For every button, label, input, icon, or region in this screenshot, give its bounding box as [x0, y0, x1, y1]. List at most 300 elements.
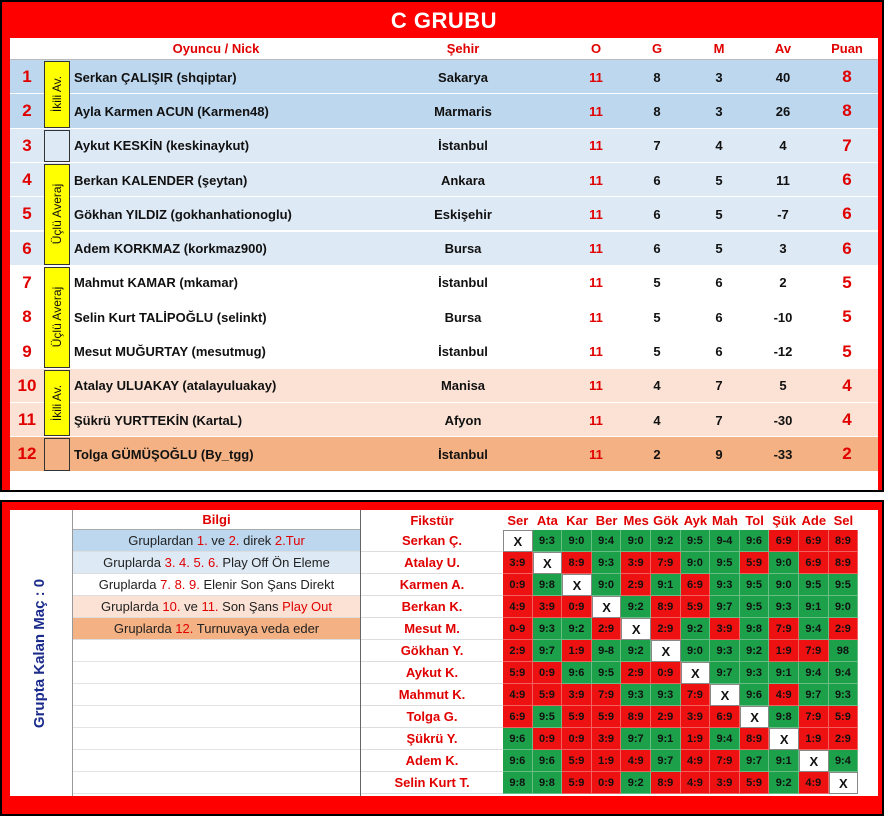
fixture-score-cell: 8:9 — [621, 706, 651, 728]
row-divider — [10, 471, 878, 472]
info-blank-row — [73, 728, 360, 750]
fixture-score-cell: 6:9 — [799, 552, 829, 574]
fixture-score-cell: 9:4 — [710, 728, 740, 750]
position-number: 10 — [17, 375, 37, 395]
fixture-score-cell: 9:2 — [621, 596, 651, 618]
fixture-score-cell: 0-9 — [503, 618, 533, 640]
fixture-score-cell: 9:1 — [799, 596, 829, 618]
played-count: 11 — [589, 138, 603, 154]
points-value: 4 — [842, 375, 852, 395]
tiebreak-label: İkili Av. — [50, 76, 65, 113]
fixture-score-cell: 5:9 — [740, 552, 770, 574]
won-count: 6 — [653, 206, 661, 222]
fixture-header: Fikstür — [410, 512, 454, 528]
fixture-score-cell: 9:0 — [769, 552, 799, 574]
won-count: 6 — [653, 241, 661, 257]
fixture-score-cell: 7:9 — [710, 750, 740, 772]
fixture-score-cell: 5:9 — [533, 684, 563, 706]
position-number: 11 — [18, 410, 36, 430]
info-blank-row — [73, 662, 360, 684]
fixture-score-cell: 9:3 — [533, 530, 563, 552]
fixture-self-cell: X — [533, 552, 563, 574]
fixture-score-cell: 9:7 — [651, 750, 681, 772]
fixture-score-cell: 9:2 — [769, 772, 799, 794]
average-value: 5 — [779, 378, 787, 394]
fixture-score-cell: 6:9 — [769, 530, 799, 552]
points-value: 8 — [842, 67, 852, 87]
standings-row — [10, 60, 878, 94]
fixture-score-cell: 8:9 — [651, 772, 681, 794]
won-count: 4 — [653, 412, 661, 428]
info-text-part: 10. — [162, 599, 181, 614]
player-city: Marmaris — [434, 103, 492, 119]
fixture-score-cell: 9:5 — [740, 596, 770, 618]
fixture-score-cell: 9-4 — [710, 530, 740, 552]
position-number: 12 — [17, 444, 37, 464]
fixture-score-cell: 5:9 — [562, 750, 592, 772]
position-number: 1 — [22, 67, 32, 87]
fixture-row-name: Mahmut K. — [361, 684, 503, 706]
tiebreak-bracket — [44, 370, 70, 437]
empty-bracket-box — [44, 438, 70, 470]
fixture-score-cell: 9:8 — [533, 772, 563, 794]
fixture-score-cell: 9:0 — [681, 640, 711, 662]
info-text-part: Gruplarda — [113, 621, 176, 636]
fixture-score-cell: 7:9 — [799, 706, 829, 728]
average-value: 3 — [779, 241, 787, 257]
fixture-score-cell: 9-8 — [592, 640, 622, 662]
fixture-score-cell: 9:4 — [592, 530, 622, 552]
fixture-score-cell: 0:9 — [533, 662, 563, 684]
won-count: 6 — [653, 172, 661, 188]
fixture-col-header: Ber — [595, 512, 618, 528]
standings-row — [10, 197, 878, 231]
fixture-self-cell: X — [740, 706, 770, 728]
fixture-score-cell: 4:9 — [799, 772, 829, 794]
bottom-panel — [10, 510, 878, 796]
fixture-row-name: Gökhan Y. — [361, 640, 503, 662]
info-item — [73, 596, 360, 618]
fixture-col-header: Ade — [801, 512, 827, 528]
fixture-score-cell: 9:2 — [651, 530, 681, 552]
played-count: 11 — [589, 275, 603, 291]
standings-row — [10, 437, 878, 471]
info-item — [73, 552, 360, 574]
played-count: 11 — [589, 69, 603, 85]
fixture-score-cell: 9:2 — [562, 618, 592, 640]
lost-count: 3 — [715, 103, 723, 119]
fixture-score-cell: 9:2 — [621, 772, 651, 794]
fixture-score-cell: 5:9 — [592, 706, 622, 728]
fixture-score-cell: 9:3 — [740, 662, 770, 684]
fixture-score-cell: 9:3 — [651, 684, 681, 706]
lost-count: 6 — [715, 275, 723, 291]
fixture-row-name: Serkan Ç. — [361, 530, 503, 552]
info-item — [73, 574, 360, 596]
tiebreak-label: Üçlü Averaj — [50, 184, 65, 245]
fixture-score-cell: 8:9 — [829, 552, 859, 574]
player-city: Afyon — [444, 412, 482, 428]
position-number: 6 — [22, 238, 32, 258]
player-name: Şükrü YURTTEKİN (KartaL) — [74, 412, 243, 428]
fixture-self-cell: X — [681, 662, 711, 684]
average-value: 2 — [779, 275, 787, 291]
header-player: Oyuncu / Nick — [172, 41, 260, 56]
fixture-score-cell: 9:4 — [799, 662, 829, 684]
points-value: 6 — [842, 170, 852, 190]
fixture-score-cell: 4:9 — [769, 684, 799, 706]
fixture-score-cell: 9:1 — [769, 662, 799, 684]
position-number: 3 — [22, 135, 32, 155]
tiebreak-bracket — [44, 61, 70, 128]
fixture-col-header: Tol — [745, 512, 764, 528]
fixture-score-cell: 2:9 — [651, 706, 681, 728]
played-count: 11 — [589, 446, 603, 462]
fixture-score-cell: 2:9 — [592, 618, 622, 640]
won-count: 7 — [653, 138, 661, 154]
played-count: 11 — [589, 412, 603, 428]
standings-row — [10, 266, 878, 300]
player-name: Ayla Karmen ACUN (Karmen48) — [74, 103, 269, 119]
won-count: 5 — [653, 275, 661, 291]
player-name: Tolga GÜMÜŞOĞLU (By_tgg) — [74, 446, 254, 462]
fixture-row-name: Karmen A. — [361, 574, 503, 596]
fixture-self-cell: X — [592, 596, 622, 618]
fixture-score-cell: 9:5 — [533, 706, 563, 728]
points-value: 8 — [842, 101, 852, 121]
info-blank-row — [73, 684, 360, 706]
fixture-col-header: Mes — [623, 512, 649, 528]
standings-row — [10, 129, 878, 163]
header-av: Av — [774, 41, 792, 56]
average-value: -30 — [773, 412, 793, 428]
points-value: 2 — [842, 444, 852, 464]
info-text-part: Gruplarda — [103, 555, 165, 570]
player-city: Ankara — [440, 172, 486, 188]
fixture-score-cell: 9:0 — [829, 596, 859, 618]
fixture-score-cell: 6:9 — [503, 706, 533, 728]
fixture-score-cell: 9:2 — [621, 640, 651, 662]
won-count: 8 — [653, 69, 661, 85]
info-text-part: Son Şans — [218, 599, 283, 614]
fixture-score-cell: 2:9 — [829, 728, 859, 750]
fixture-self-cell: X — [710, 684, 740, 706]
player-name: Aykut KESKİN (keskinaykut) — [74, 138, 250, 154]
points-value: 7 — [842, 135, 852, 155]
fixture-score-cell: 7:9 — [592, 684, 622, 706]
group-title: C GRUBU — [390, 8, 498, 33]
fixture-score-cell: 9:0 — [621, 530, 651, 552]
fixture-score-cell: 9:3 — [592, 552, 622, 574]
lost-count: 6 — [715, 344, 723, 360]
position-number: 5 — [22, 204, 32, 224]
fixture-score-cell: 5:9 — [503, 662, 533, 684]
fixture-score-cell: 4:9 — [503, 684, 533, 706]
fixture-score-cell: 8:9 — [562, 552, 592, 574]
player-city: İstanbul — [438, 344, 488, 360]
won-count: 5 — [653, 309, 661, 325]
info-text-part: 2.Tur — [274, 533, 305, 548]
info-blank-row — [73, 706, 360, 728]
player-name: Mesut MUĞURTAY (mesutmug) — [74, 344, 266, 360]
fixture-score-cell: 9:6 — [533, 750, 563, 772]
fixture-col-header: Mah — [711, 512, 738, 528]
fixture-score-cell: 9:0 — [769, 574, 799, 596]
fixture-score-cell: 2:9 — [829, 618, 859, 640]
fixture-row-name: Aykut K. — [361, 662, 503, 684]
fixture-score-cell: 2:9 — [621, 574, 651, 596]
lost-count: 5 — [715, 241, 723, 257]
fixture-score-cell: 9:5 — [710, 552, 740, 574]
average-value: -7 — [777, 206, 789, 222]
fixture-score-cell: 7:9 — [799, 640, 829, 662]
fixture-col-header: Kar — [566, 512, 588, 528]
header-g: G — [651, 41, 663, 56]
fixture-score-cell: 1:9 — [769, 640, 799, 662]
info-blank-row — [73, 640, 360, 662]
info-panel — [72, 510, 360, 796]
fixture-score-cell: 1:9 — [562, 640, 592, 662]
played-count: 11 — [589, 241, 603, 257]
lost-count: 5 — [715, 206, 723, 222]
fixture-row-name: Mesut M. — [361, 618, 503, 640]
fixture-score-cell: 5:9 — [740, 772, 770, 794]
info-header: Bilgi — [73, 510, 360, 530]
standings-row — [10, 369, 878, 403]
tiebreak-bracket — [44, 267, 70, 368]
fixture-score-cell: 3:9 — [710, 618, 740, 640]
info-text-part: Gruplarda — [100, 599, 163, 614]
points-value: 4 — [842, 410, 852, 430]
fixture-self-cell: X — [562, 574, 592, 596]
average-value: -12 — [773, 344, 793, 360]
info-text-part: ve — [207, 533, 229, 548]
fixture-score-cell: 9:2 — [740, 640, 770, 662]
fixture-score-cell: 8:9 — [829, 530, 859, 552]
fixture-score-cell: 9:3 — [710, 640, 740, 662]
fixture-score-cell: 9:1 — [769, 750, 799, 772]
fixture-row-name: Berkan K. — [361, 596, 503, 618]
header-puan: Puan — [831, 41, 863, 56]
standings-row — [10, 300, 878, 334]
fixture-score-cell: 9:0 — [592, 574, 622, 596]
won-count: 4 — [653, 378, 661, 394]
fixture-col-header: Ata — [536, 512, 558, 528]
player-city: İstanbul — [438, 446, 488, 462]
lost-count: 9 — [715, 446, 723, 462]
tiebreak-bracket — [44, 164, 70, 265]
average-value: 40 — [775, 69, 791, 85]
player-city: İstanbul — [438, 138, 488, 154]
fixture-score-cell: 9:3 — [710, 574, 740, 596]
info-text-part: 7. 8. 9. — [160, 577, 200, 592]
info-blank-row — [73, 750, 360, 772]
played-count: 11 — [589, 103, 603, 119]
fixture-col-header: Sel — [833, 512, 854, 528]
player-name: Berkan KALENDER (şeytan) — [74, 172, 248, 188]
fixture-score-cell: 9:8 — [740, 618, 770, 640]
position-number: 9 — [22, 341, 32, 361]
fixture-score-cell: 0:9 — [562, 728, 592, 750]
fixture-score-cell: 0:9 — [503, 574, 533, 596]
info-text-part: 3. 4. 5. 6. — [164, 555, 219, 570]
fixture-self-cell: X — [829, 772, 859, 794]
fixture-score-cell: 5:9 — [562, 706, 592, 728]
empty-bracket-box — [44, 130, 70, 162]
position-number: 7 — [22, 272, 32, 292]
fixture-score-cell: 7:9 — [769, 618, 799, 640]
info-text-part: ve — [180, 599, 202, 614]
fixture-score-cell: 9:7 — [621, 728, 651, 750]
fixture-score-cell: 9:0 — [562, 530, 592, 552]
average-value: -10 — [773, 309, 793, 325]
info-text-part: Gruplarda — [98, 577, 161, 592]
standings-header — [10, 38, 878, 60]
fixture-score-cell: 9:5 — [829, 574, 859, 596]
fixture-score-cell: 6:9 — [681, 574, 711, 596]
fixture-score-cell: 2:9 — [651, 618, 681, 640]
won-count: 2 — [653, 446, 661, 462]
points-value: 6 — [842, 204, 852, 224]
fixture-score-cell: 9:3 — [829, 684, 859, 706]
player-city: Sakarya — [438, 69, 488, 85]
player-name: Serkan ÇALIŞIR (shqiptar) — [74, 69, 237, 85]
standings-row — [10, 94, 878, 128]
points-value: 6 — [842, 238, 852, 258]
fixture-score-cell: 3:9 — [681, 706, 711, 728]
fixture-row-name: Selin Kurt T. — [361, 772, 503, 794]
played-count: 11 — [589, 309, 603, 325]
fixture-score-cell: 6:9 — [710, 706, 740, 728]
info-item — [73, 530, 360, 552]
standings-row — [10, 403, 878, 437]
fixture-score-cell: 4:9 — [621, 750, 651, 772]
fixture-score-cell: 9:6 — [503, 750, 533, 772]
fixture-self-cell: X — [651, 640, 681, 662]
fixture-score-cell: 4:9 — [681, 772, 711, 794]
fixture-score-cell: 5:9 — [681, 596, 711, 618]
fixture-col-header: Ayk — [683, 512, 708, 528]
fixture-score-cell: 1:9 — [799, 728, 829, 750]
standings-row — [10, 163, 878, 197]
info-text-part: Play Off Ön Eleme — [218, 555, 330, 570]
fixture-score-cell: 9:3 — [533, 618, 563, 640]
remaining-matches-label — [10, 510, 70, 796]
fixture-score-cell: 5:9 — [562, 772, 592, 794]
fixture-row-name: Şükrü Y. — [361, 728, 503, 750]
info-blank-row — [73, 772, 360, 794]
average-value: 11 — [776, 172, 790, 188]
fixture-score-cell: 2:9 — [503, 640, 533, 662]
fixture-score-cell: 9:4 — [829, 662, 859, 684]
fixture-score-cell: 9:6 — [562, 662, 592, 684]
fixture-score-cell: 9:0 — [681, 552, 711, 574]
points-value: 5 — [842, 341, 852, 361]
fixture-score-cell: 1:9 — [681, 728, 711, 750]
fixture-score-cell: 9:5 — [592, 662, 622, 684]
lost-count: 3 — [715, 69, 723, 85]
position-number: 4 — [22, 170, 32, 190]
fixture-score-cell: 9:7 — [740, 750, 770, 772]
info-text-part: direk — [239, 533, 275, 548]
fixture-panel — [360, 510, 878, 796]
info-text-part: 1. — [196, 533, 208, 548]
player-city: İstanbul — [438, 275, 488, 291]
fixture-score-cell: 3:9 — [592, 728, 622, 750]
fixture-score-cell: 7:9 — [681, 684, 711, 706]
fixture-score-cell: 4:9 — [681, 750, 711, 772]
player-name: Atalay ULUAKAY (atalayuluakay) — [74, 378, 277, 394]
fixture-score-cell: 9:5 — [681, 530, 711, 552]
fixture-score-cell: 8:9 — [740, 728, 770, 750]
position-number: 2 — [22, 101, 32, 121]
player-city: Manisa — [440, 378, 486, 394]
fixture-self-cell: X — [621, 618, 651, 640]
header-city: Şehir — [446, 41, 480, 56]
bottom-frame — [0, 500, 884, 816]
fixture-row-name: Tolga G. — [361, 706, 503, 728]
header-o: O — [590, 41, 602, 56]
average-value: -33 — [773, 446, 793, 462]
fixture-score-cell: 9:5 — [799, 574, 829, 596]
fixture-score-cell: 9:4 — [799, 618, 829, 640]
fixture-score-cell: 0:9 — [651, 662, 681, 684]
fixture-score-cell: 9:1 — [651, 574, 681, 596]
fixture-score-cell: 4:9 — [503, 596, 533, 618]
fixture-score-cell: 5:9 — [829, 706, 859, 728]
fixture-col-header: Şük — [772, 512, 797, 528]
played-count: 11 — [589, 378, 603, 394]
info-text-part: Elenir Son Şans Direkt — [199, 577, 335, 592]
lost-count: 7 — [715, 378, 723, 394]
standings-row — [10, 232, 878, 266]
fixture-score-cell: 9:8 — [503, 772, 533, 794]
info-text-part: 2. — [228, 533, 240, 548]
fixture-score-cell: 98 — [829, 640, 859, 662]
player-name: Selin Kurt TALİPOĞLU (selinkt) — [74, 309, 267, 325]
lost-count: 7 — [715, 412, 723, 428]
fixture-score-cell: 9:8 — [769, 706, 799, 728]
fixture-row-name: Adem K. — [361, 750, 503, 772]
info-text-part: 12. — [175, 621, 194, 636]
player-name: Gökhan YILDIZ (gokhanhationoglu) — [74, 206, 292, 222]
fixture-score-cell: 9:5 — [740, 574, 770, 596]
tiebreak-label: Üçlü Averaj — [50, 286, 65, 348]
fixture-score-cell: 9:1 — [651, 728, 681, 750]
tiebreak-label: İkili Av. — [50, 384, 65, 422]
position-number: 8 — [22, 307, 32, 327]
average-value: 26 — [775, 103, 791, 119]
fixture-score-cell: 9:7 — [710, 662, 740, 684]
played-count: 11 — [589, 172, 603, 188]
player-name: Adem KORKMAZ (korkmaz900) — [74, 241, 267, 257]
points-value: 5 — [842, 307, 852, 327]
info-text-part: Play Out — [282, 599, 333, 614]
fixture-score-cell: 9:6 — [740, 530, 770, 552]
fixture-score-cell: 9:3 — [621, 684, 651, 706]
fixture-score-cell: 9:3 — [769, 596, 799, 618]
points-value: 5 — [842, 272, 852, 292]
fixture-score-cell: 9:6 — [503, 728, 533, 750]
fixture-score-cell: 0:9 — [592, 772, 622, 794]
played-count: 11 — [589, 206, 603, 222]
fixture-score-cell: 0:9 — [533, 728, 563, 750]
info-item — [73, 618, 360, 640]
standings-table — [10, 38, 878, 490]
fixture-col-header: Gök — [653, 512, 679, 528]
played-count: 11 — [589, 344, 603, 360]
fixture-score-cell: 9:6 — [740, 684, 770, 706]
